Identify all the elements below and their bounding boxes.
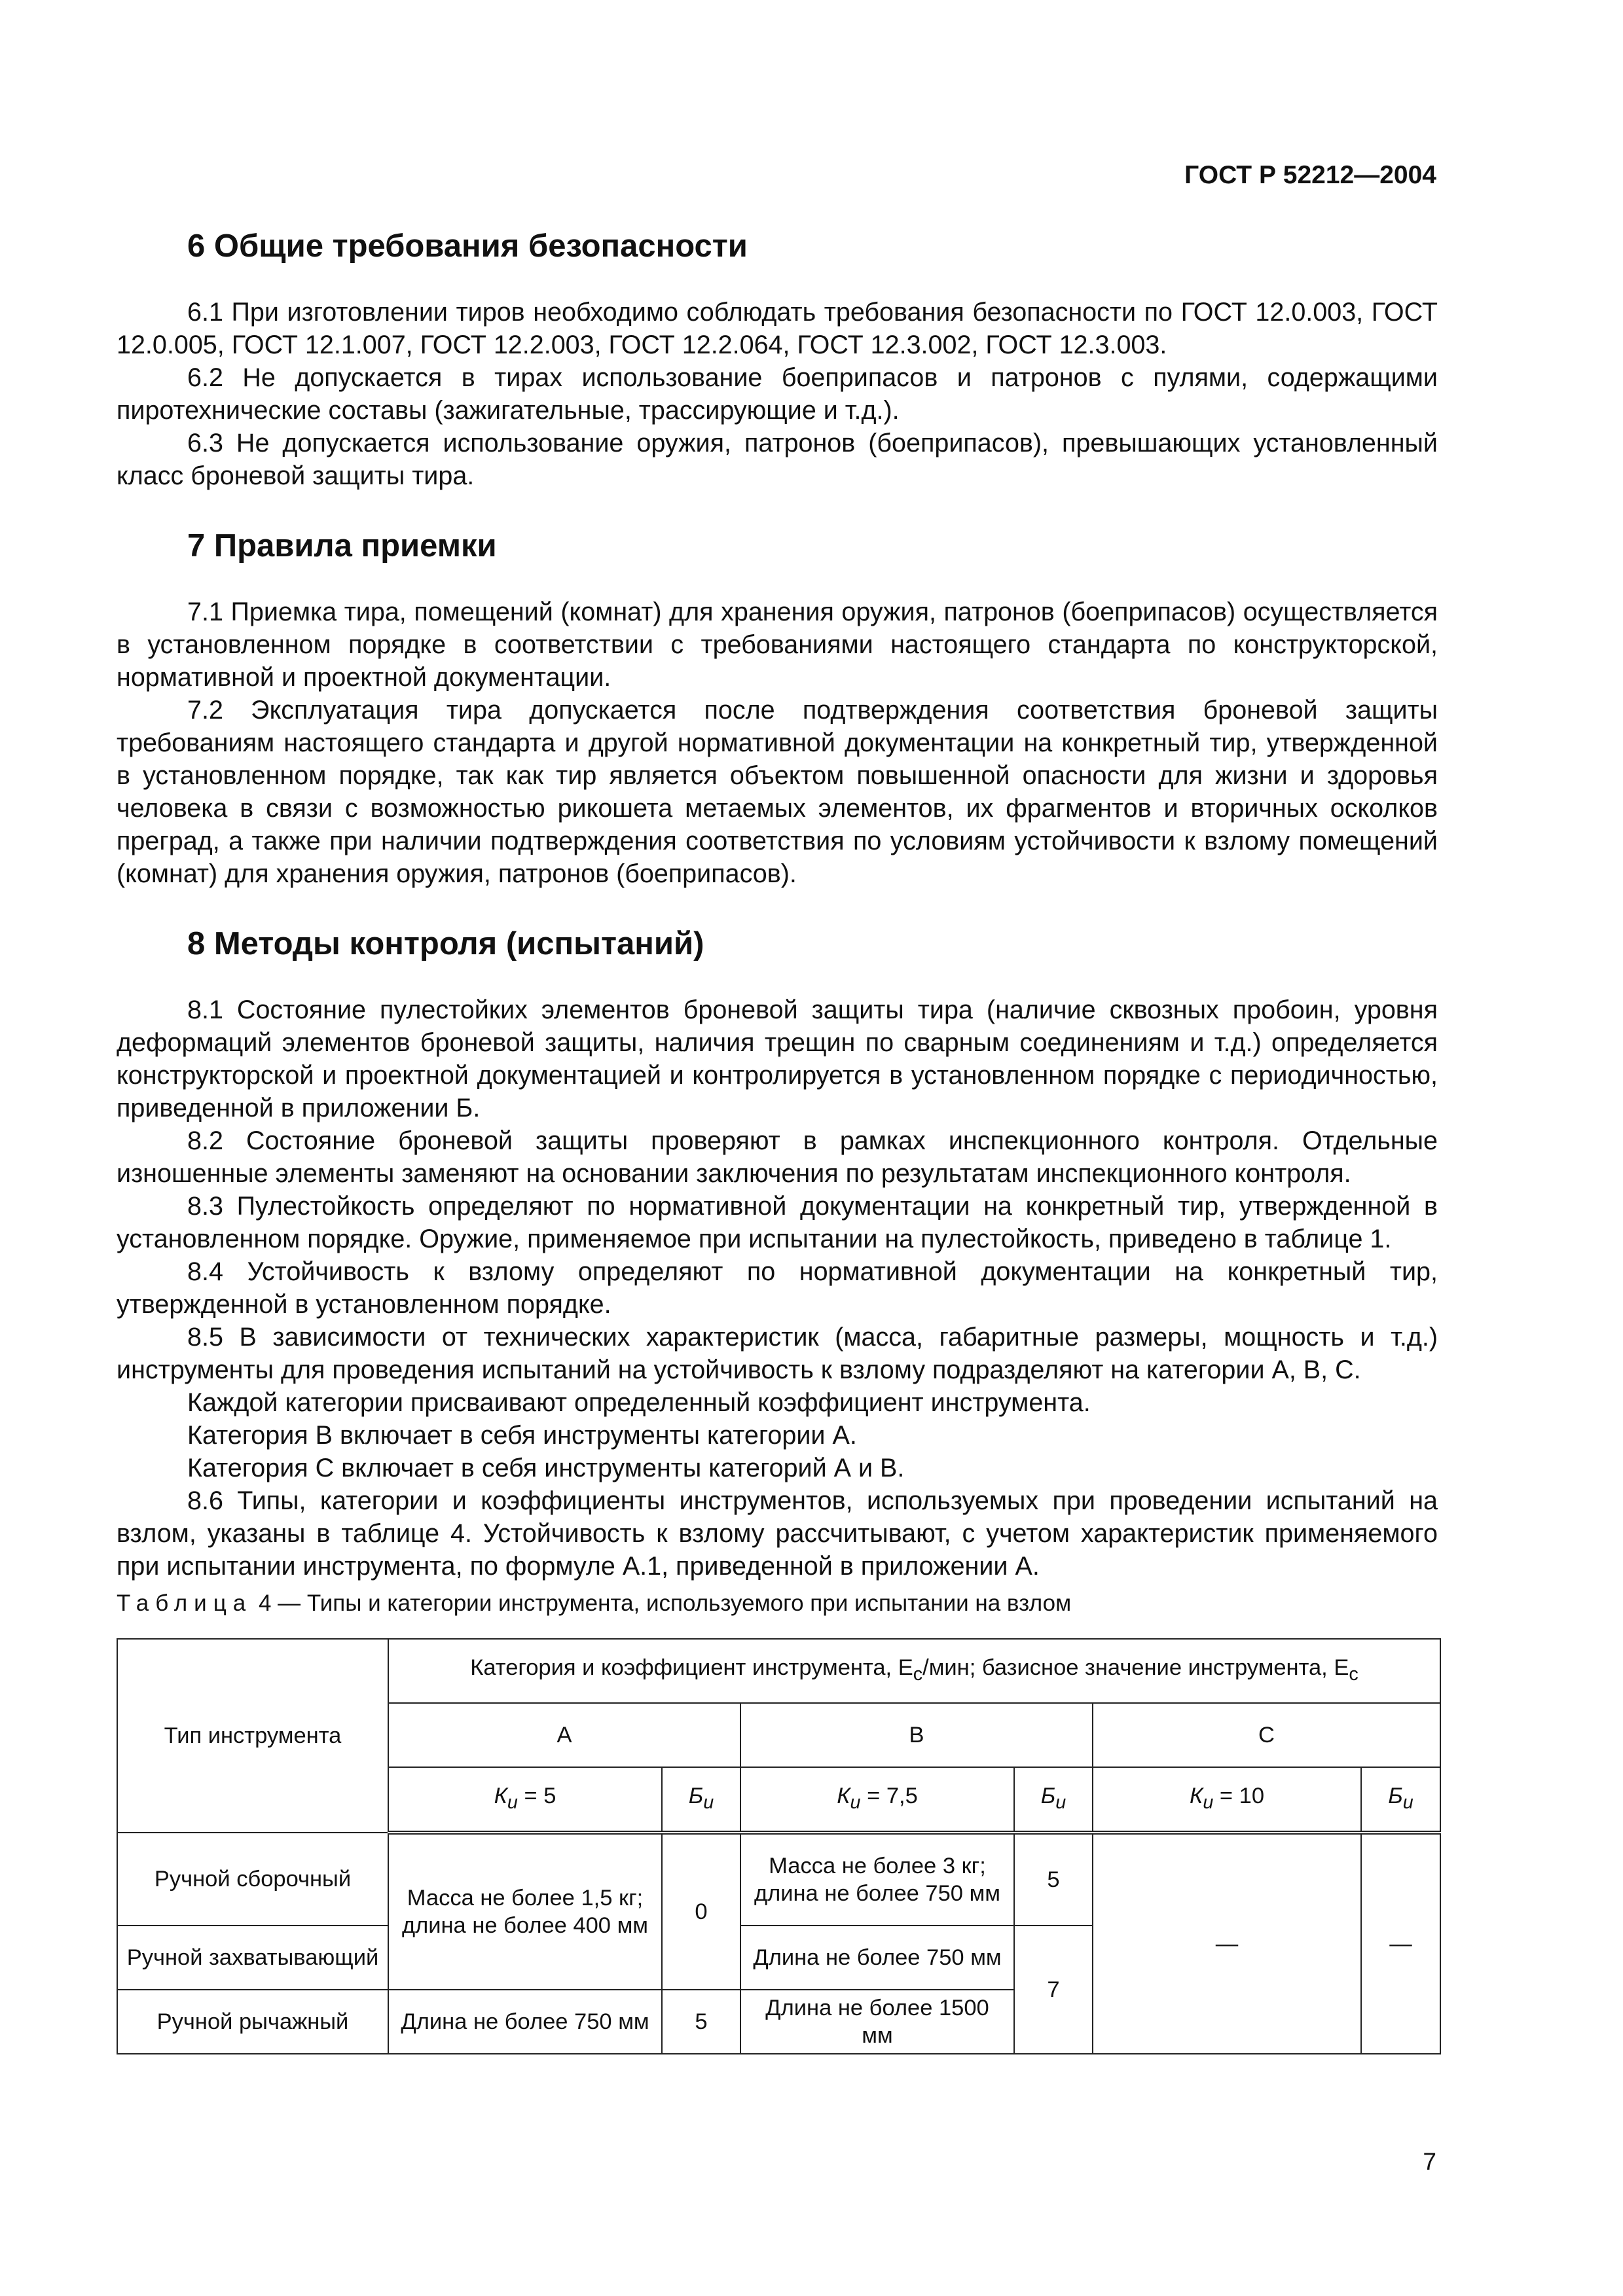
paragraph-7-1: 7.1 Приемка тира, помещений (комнат) для хранения оружия, патронов (боеприпасов) осуществляется в установленном порядке в соответствии с требованиями настоящего стандарта по конструкторской, нормативной и проектной документации. (117, 597, 1438, 692)
paragraph-8-2: 8.2 Состояние броневой защиты проверяют в рамках инспекционного контроля. Отдельные изношенные элементы заменяют на основании заключения по результатам инспекционного контроля. (117, 1126, 1438, 1188)
cell-a-rows-1-2: Масса не более 1,5 кг; длина не более 400 мм (388, 1833, 662, 1990)
document-body (117, 229, 1438, 1583)
paragraph-8-6: 8.6 Типы, категории и коэффициенты инструментов, используемых при проведении испытаний на взлом, указаны в таблице 4. Устойчивость к взлому рассчитывают, с учетом характеристик применяемого при испытании инструмента, по формуле А.1, приведенной в приложении А. (117, 1486, 1438, 1581)
section-6-title: 6 Общие требования безопасности (187, 228, 748, 264)
paragraph-8-5: 8.5 В зависимости от технических характеристик (масса, габаритные размеры, мощность и т.д.) инструменты для проведения испытаний на устойчивость к взлому подразделяют на категории А, В, С. (117, 1322, 1438, 1384)
paragraph-8-4: 8.4 Устойчивость к взлому определяют по нормативной документации на конкретный тир, утвержденной в установленном порядке. (117, 1257, 1438, 1319)
header-category-coefficient: Категория и коэффициент инструмента, $E_c$/мин; базисное значение инструмента, $E_c$ (388, 1639, 1440, 1703)
header-b-a: $Б_и$ (662, 1767, 740, 1833)
header-tool-type: Тип инструмента (117, 1639, 388, 1833)
cell-b-row-1: Масса не более 3 кг; длина не более 750 мм (740, 1833, 1014, 1926)
document-code: ГОСТ Р 52212—2004 (1184, 161, 1436, 189)
header-category-c: С (1093, 1703, 1440, 1767)
paragraph-6-1: 6.1 При изготовлении тиров необходимо соблюдать требования безопасности по ГОСТ 12.0.003, ГОСТ 12.0.005, ГОСТ 12.1.007, ГОСТ 12.2.003, ГОСТ 12.2.064, ГОСТ 12.3.002, ГОСТ 12.3.003. (117, 297, 1438, 359)
paragraph-8-5-b: Категория В включает в себя инструменты категории А. (187, 1420, 857, 1450)
page-number: 7 (1423, 2148, 1436, 2175)
cell-b-c-all: — (1361, 1833, 1440, 2054)
table-4 (117, 1638, 1441, 2054)
paragraph-6-2: 6.2 Не допускается в тирах использование боеприпасов и патронов с пулями, содержащими пиротехнические составы (зажигательные, трассирующие и т.д.). (117, 363, 1438, 425)
header-category-a: А (388, 1703, 740, 1767)
paragraph-8-1: 8.1 Состояние пулестойких элементов броневой защиты тира (наличие сквозных пробоин, уровня деформаций элементов броневой защиты, наличия трещин по сварным соединениям и т.д.) определяется конструкторской и проектной документацией и контролируется в установленном порядке с периодичностью, приведенной в приложении Б. (117, 995, 1438, 1122)
paragraph-7-2: 7.2 Эксплуатация тира допускается после подтверждения соответствия броневой защиты требованиям настоящего стандарта и другой нормативной документации на конкретный тир, утвержденной в установленном порядке, так как тир является объектом повышенной опасности для жизни и здоровья человека в связи с возможностью рикошета метаемых элементов, их фрагментов и вторичных осколков преград, а также при наличии подтверждения соответствия по условиям устойчивости к взлому помещений (комнат) для хранения оружия, патронов (боеприпасов). (117, 695, 1438, 888)
row-1-tool-type: Ручной сборочный (117, 1833, 388, 1926)
header-b-c: $Б_и$ (1361, 1767, 1440, 1833)
row-3-tool-type: Ручной рычажный (117, 1990, 388, 2054)
cell-b-a-rows-1-2: 0 (662, 1833, 740, 1990)
cell-b-row-3: Длина не более 1500 мм (740, 1990, 1014, 2054)
paragraph-8-5-a: Каждой категории присваивают определенный коэффициент инструмента. (187, 1388, 1091, 1417)
header-b-b: $Б_и$ (1014, 1767, 1093, 1833)
header-k-a: $К_и = 5$ (388, 1767, 662, 1833)
table-caption-text: 4 — Типы и категории инструмента, используемого при испытании на взлом (252, 1590, 1072, 1616)
cell-a-row-3: Длина не более 750 мм (388, 1990, 662, 2054)
paragraph-8-3: 8.3 Пулестойкость определяют по нормативной документации на конкретный тир, утвержденной в установленном порядке. Оружие, применяемое при испытании на пулестойкость, приведено в таблице 1. (117, 1191, 1438, 1253)
cell-b-b-rows-2-3: 7 (1014, 1926, 1093, 2054)
header-k-b: $К_и = 7,5$ (740, 1767, 1014, 1833)
cell-b-b-row-1: 5 (1014, 1833, 1093, 1926)
cell-b-row-2: Длина не более 750 мм (740, 1926, 1014, 1990)
paragraph-6-3: 6.3 Не допускается использование оружия, патронов (боеприпасов), превышающих установленный класс броневой защиты тира. (117, 428, 1438, 490)
cell-c-all: — (1093, 1833, 1361, 2054)
paragraph-8-5-c: Категория С включает в себя инструменты категорий А и В. (187, 1453, 905, 1482)
table-4-caption (117, 1590, 1071, 1617)
row-2-tool-type: Ручной захватывающий (117, 1926, 388, 1990)
table-caption-word: Таблица (117, 1590, 253, 1616)
section-8-title: 8 Методы контроля (испытаний) (187, 925, 704, 961)
header-category-b: В (740, 1703, 1093, 1767)
cell-b-a-row-3: 5 (662, 1990, 740, 2054)
section-7-title: 7 Правила приемки (187, 528, 497, 564)
header-k-c: $К_и = 10$ (1093, 1767, 1361, 1833)
